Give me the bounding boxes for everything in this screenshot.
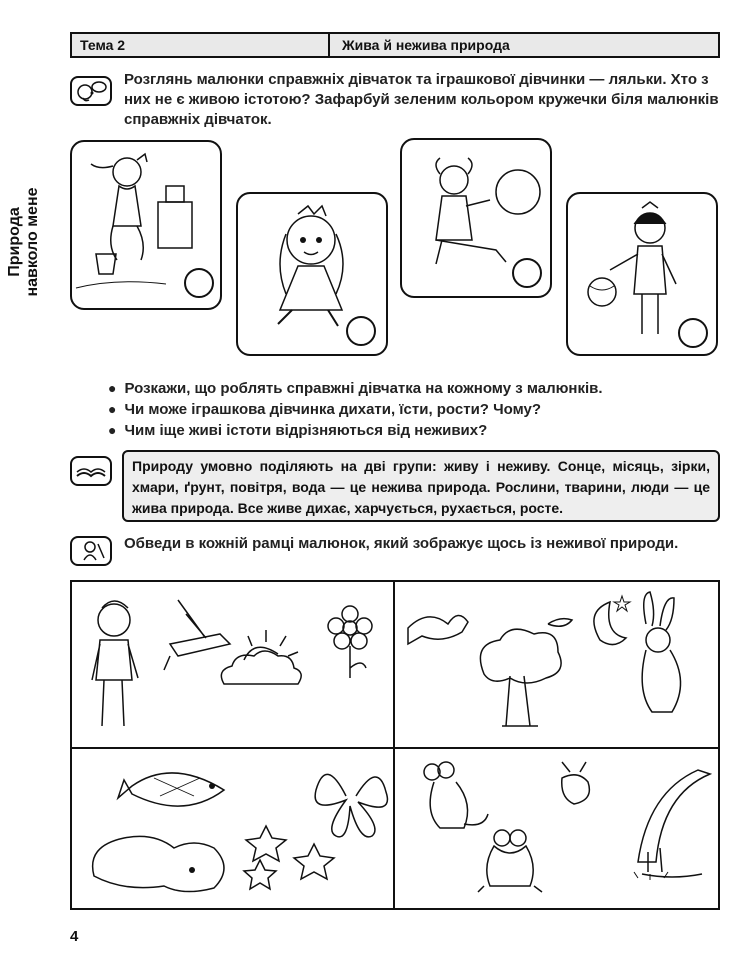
picture-card-girl-sandcastle (70, 140, 222, 310)
side-label-line1: Природа (6, 207, 23, 277)
speech-task-icon (70, 76, 112, 106)
grasshopper-icon (164, 600, 230, 670)
side-label-line2: навколо мене (24, 187, 41, 297)
answer-circle-2[interactable] (346, 316, 376, 346)
answer-circle-4[interactable] (678, 318, 708, 348)
sun-behind-cloud-icon[interactable] (221, 630, 301, 684)
topic-header (70, 32, 720, 58)
frog-icon (478, 830, 542, 892)
dog-icon (93, 836, 224, 891)
grid-divider-vertical (393, 580, 395, 910)
page-number: 4 (70, 928, 79, 945)
question-item-1: ● Розкажи, що роблять справжні дівчатка на кожному з малюнків. (108, 378, 720, 399)
flower-icon (328, 606, 372, 678)
firefly-icon (562, 762, 590, 804)
question-list (108, 378, 720, 441)
picture-card-girl-ball (566, 192, 718, 356)
frame-4-pictures[interactable] (398, 752, 716, 906)
section-side-label (6, 152, 50, 332)
book-icon (70, 456, 112, 486)
butterfly-icon (315, 774, 387, 836)
rabbit-icon (642, 592, 680, 712)
picture-card-doll (236, 192, 388, 356)
topic-number: Тема 2 (72, 34, 330, 56)
task1-text: Розглянь малюнки справжніх дівчаток та іграшкової дівчинки — ляльки. Хто з них не є живою істотою? Зафарбуй зеленим кольором кружечки біля малюнків справжніх дівчаток. (124, 71, 719, 128)
frame-1-pictures[interactable] (74, 584, 390, 744)
stars-icon[interactable] (244, 826, 334, 889)
frame-3-pictures[interactable] (74, 752, 390, 906)
waterfall-icon[interactable] (634, 770, 710, 880)
moon-and-star-icon[interactable] (548, 596, 630, 645)
question-item-2: ● Чи може іграшкова дівчинка дихати, їсти, рости? Чому? (108, 399, 720, 420)
info-box: Природу умовно поділяють на дві групи: живу і неживу. Сонце, місяць, зірки, хмари, ґрунт, повітря, вода — це нежива природа. Рослини, тварини, люди — це жива природа. Все живе дихає, харчується, рухається, росте. (122, 450, 720, 522)
topic-title: Жива й нежива природа (342, 37, 510, 53)
fish-icon (118, 773, 224, 806)
boy-icon (92, 601, 138, 726)
picture-card-girl-bubbles (400, 138, 552, 298)
answer-circle-1[interactable] (184, 268, 214, 298)
answer-circle-3[interactable] (512, 258, 542, 288)
bird-icon (408, 615, 468, 644)
mouse-icon (424, 762, 488, 828)
question-item-3: ● Чим іще живі істоти відрізняються від неживих? (108, 420, 720, 441)
task2-text: Обведи в кожній рамці малюнок, який зображує щось із неживої природи. (124, 535, 679, 552)
draw-task-icon (70, 536, 112, 566)
grid-divider-horizontal (70, 747, 720, 749)
frame-2-pictures[interactable] (398, 584, 716, 744)
tree-icon (480, 629, 561, 726)
